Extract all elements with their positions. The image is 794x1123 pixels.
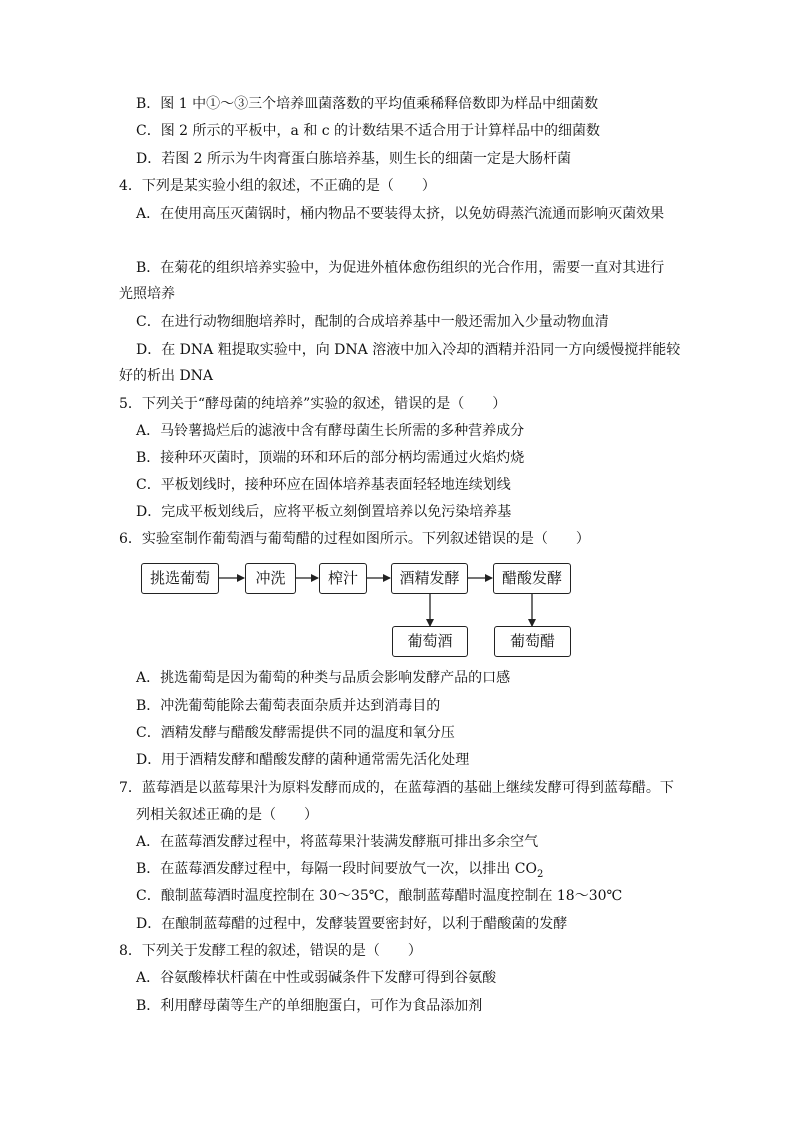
flow-output-wine: 葡萄酒 <box>392 626 468 657</box>
q4-option-d: D．在 DNA 粗提取实验中，向 DNA 溶液中加入冷却的酒精并沿同一方向缓慢搅拌能较 <box>136 342 681 358</box>
q8-stem: 8．下列关于发酵工程的叙述，错误的是（ ） <box>119 943 422 959</box>
flow-step-juice: 榨汁 <box>319 563 367 594</box>
q4-option-b: B．在菊花的组织培养实验中，为促进外植体愈伤组织的光合作用，需要一直对其进行 <box>136 260 665 276</box>
q5-option-a: A．马铃薯捣烂后的滤液中含有酵母菌生长所需的多种营养成分 <box>136 423 525 439</box>
q7-option-b-text: B．在蓝莓酒发酵过程中，每隔一段时间要放气一次，以排出 CO <box>136 861 537 877</box>
flow-step-select-grapes: 挑选葡萄 <box>141 563 219 594</box>
q6-option-d: D．用于酒精发酵和醋酸发酵的菌种通常需先活化处理 <box>136 752 470 768</box>
flow-step-alcohol-fermentation: 酒精发酵 <box>391 563 468 594</box>
q4-option-b-cont: 光照培养 <box>119 286 175 302</box>
q8-option-b: B．利用酵母菌等生产的单细胞蛋白，可作为食品添加剂 <box>136 998 483 1014</box>
q4-option-a: A．在使用高压灭菌锅时，桶内物品不要装得太挤，以免妨碍蒸汽流通而影响灭菌效果 <box>136 206 665 222</box>
flow-step-acetic-fermentation: 醋酸发酵 <box>493 563 571 594</box>
q5-option-b: B．接种环灭菌时，顶端的环和环后的部分柄均需通过火焰灼烧 <box>136 450 525 466</box>
q5-option-c: C．平板划线时，接种环应在固体培养基表面轻轻地连续划线 <box>136 477 511 493</box>
flow-output-vinegar: 葡萄醋 <box>494 626 571 657</box>
q6-option-b: B．冲洗葡萄能除去葡萄表面杂质并达到消毒目的 <box>136 698 441 714</box>
q3-option-d: D．若图 2 所示为牛肉膏蛋白胨培养基，则生长的细菌一定是大肠杆菌 <box>136 151 572 167</box>
q7-option-b <box>136 859 543 879</box>
q5-option-d: D．完成平板划线后，应将平板立刻倒置培养以免污染培养基 <box>136 504 512 520</box>
co2-subscript: 2 <box>536 868 544 880</box>
q6-option-a: A．挑选葡萄是因为葡萄的种类与品质会影响发酵产品的口感 <box>136 670 511 686</box>
q7-option-d: D．在酿制蓝莓醋的过程中，发酵装置要密封好，以利于醋酸菌的发酵 <box>136 916 568 932</box>
q7-stem-cont: 列相关叙述正确的是（ ） <box>136 807 318 823</box>
q4-stem: 4．下列是某实验小组的叙述，不正确的是（ ） <box>119 178 436 194</box>
q6-stem: 6．实验室制作葡萄酒与葡萄醋的过程如图所示。下列叙述错误的是（ ） <box>119 531 590 547</box>
q5-stem: 5．下列关于“酵母菌的纯培养”实验的叙述，错误的是（ ） <box>119 396 507 412</box>
q3-option-b: B．图 1 中①～③三个培养皿菌落数的平均值乘稀释倍数即为样品中细菌数 <box>136 96 599 112</box>
q4-option-d-cont: 好的析出 DNA <box>119 368 214 384</box>
q6-option-c: C．酒精发酵与醋酸发酵需提供不同的温度和氧分压 <box>136 725 455 741</box>
q4-option-c: C．在进行动物细胞培养时，配制的合成培养基中一般还需加入少量动物血清 <box>136 314 609 330</box>
q7-option-c: C．酿制蓝莓酒时温度控制在 30～35℃，酿制蓝莓醋时温度控制在 18～30℃ <box>136 888 623 904</box>
q7-option-a: A．在蓝莓酒发酵过程中，将蓝莓果汁装满发酵瓶可排出多余空气 <box>136 834 539 850</box>
q8-option-a: A．谷氨酸棒状杆菌在中性或弱碱条件下发酵可得到谷氨酸 <box>136 970 497 986</box>
flow-step-rinse: 冲洗 <box>245 563 296 594</box>
q7-stem: 7．蓝莓酒是以蓝莓果汁为原料发酵而成的，在蓝莓酒的基础上继续发酵可得到蓝莓醋。下 <box>119 780 674 796</box>
q3-option-c: C．图 2 所示的平板中，a 和 c 的计数结果不适合用于计算样品中的细菌数 <box>136 123 601 139</box>
